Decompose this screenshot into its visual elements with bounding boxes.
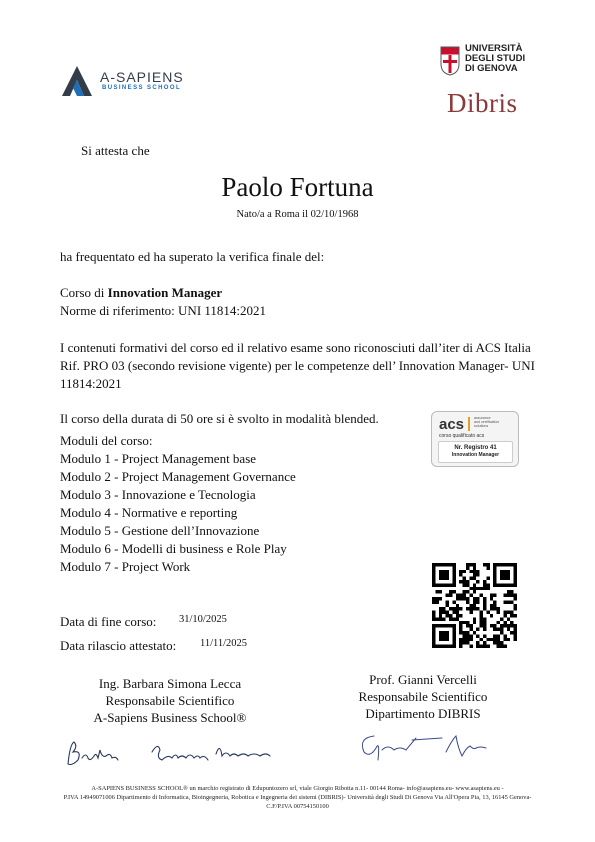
end-date-value: 31/10/2025 bbox=[179, 614, 227, 625]
acs-logo-text: acs bbox=[439, 416, 465, 433]
course-name: Innovation Manager bbox=[107, 285, 223, 300]
module-item: Modulo 2 - Project Management Governance bbox=[60, 469, 296, 484]
acs-profile: Innovation Manager bbox=[451, 452, 500, 458]
signatory-org: Dipartimento DIBRIS bbox=[365, 706, 481, 721]
signatory-role: Responsabile Scientifico bbox=[105, 693, 235, 708]
modules-title: Moduli del corso: bbox=[60, 433, 153, 448]
module-item: Modulo 7 - Project Work bbox=[60, 559, 191, 574]
signature-left-icon bbox=[60, 728, 280, 773]
signatory-role: Responsabile Scientifico bbox=[358, 689, 488, 704]
recognition-text: I contenuti formativi del corso ed il relativo esame sono riconosciuti dall’iter di ACS Italia Rif. PRO 03 (secondo revisione vigente) per le competenze dell’ Innovation Manager- UNI 11814:2021 bbox=[60, 340, 535, 391]
unige-shield-icon bbox=[440, 46, 460, 76]
signatory-name: Prof. Gianni Vercelli bbox=[369, 672, 477, 687]
signature-left-block bbox=[70, 675, 270, 726]
acs-registro: Nr. Registro 41 bbox=[454, 445, 497, 451]
end-date-label: Data di fine corso: bbox=[60, 614, 157, 629]
footer-text bbox=[0, 784, 595, 811]
module-item: Modulo 4 - Normative e reporting bbox=[60, 505, 238, 520]
signatory-org: A-Sapiens Business School® bbox=[93, 710, 247, 725]
acs-logo-bars bbox=[468, 417, 470, 431]
release-date-label: Data rilascio attestato: bbox=[60, 638, 177, 653]
student-name: Paolo Fortuna bbox=[221, 172, 374, 202]
duration-text: Il corso della durata di 50 ore si è svolto in modalità blended. bbox=[60, 411, 379, 426]
asapiens-mark-icon bbox=[60, 64, 94, 98]
acs-tagline: assurance and certification solutions bbox=[474, 416, 500, 429]
footer-line: C.F/P.IVA 00754150100 bbox=[266, 803, 329, 810]
acs-qualified: corso qualificato acs bbox=[439, 433, 485, 439]
module-item: Modulo 3 - Innovazione e Tecnologia bbox=[60, 487, 256, 502]
signature-right-icon bbox=[350, 726, 500, 766]
course-line bbox=[60, 285, 222, 301]
acs-badge bbox=[431, 411, 519, 467]
module-item: Modulo 5 - Gestione dell’Innovazione bbox=[60, 523, 260, 538]
asapiens-subtitle: BUSINESS SCHOOL bbox=[102, 85, 182, 91]
intro-text: Si attesta che bbox=[81, 143, 150, 158]
course-prefix: Corso di bbox=[60, 285, 108, 300]
module-item: Modulo 1 - Project Management base bbox=[60, 451, 257, 466]
asapiens-name: A-SAPIENS bbox=[100, 69, 184, 85]
dibris-logo-text: Dibris bbox=[447, 88, 518, 118]
qr-code-icon bbox=[432, 563, 517, 648]
course-norms: Norme di riferimento: UNI 11814:2021 bbox=[60, 303, 267, 318]
unige-name: UNIVERSITÀ DEGLI STUDI DI GENOVA bbox=[465, 43, 526, 74]
footer-line: P.IVA 14949071006 Dipartimento di Informatica, Bioingegneria, Robotica e Ingegneria dei sistemi (DIBRIS)- Università degli Studi Di Genova Via All'Opera Pia, 13, 16145 Genova- bbox=[63, 794, 532, 801]
asapiens-logo bbox=[60, 64, 190, 100]
acs-registro-box bbox=[438, 441, 513, 463]
footer-line: A-SAPIENS BUSINESS SCHOOL® un marchio registrato di Edupuntozero srl, viale Giorgio Ribotta n.11- 00144 Roma- info@asapiens.eu- www.asapiens.eu - bbox=[91, 785, 504, 792]
release-date-value: 11/11/2025 bbox=[200, 638, 248, 649]
module-item: Modulo 6 - Modelli di business e Role Play bbox=[60, 541, 287, 556]
signature-right-block bbox=[323, 671, 523, 722]
signatory-name: Ing. Barbara Simona Lecca bbox=[98, 676, 242, 691]
passed-text: ha frequentato ed ha superato la verifica finale del: bbox=[60, 249, 325, 264]
student-birth: Nato/a a Roma il 02/10/1968 bbox=[236, 209, 359, 220]
unige-dibris-logo bbox=[440, 44, 565, 116]
